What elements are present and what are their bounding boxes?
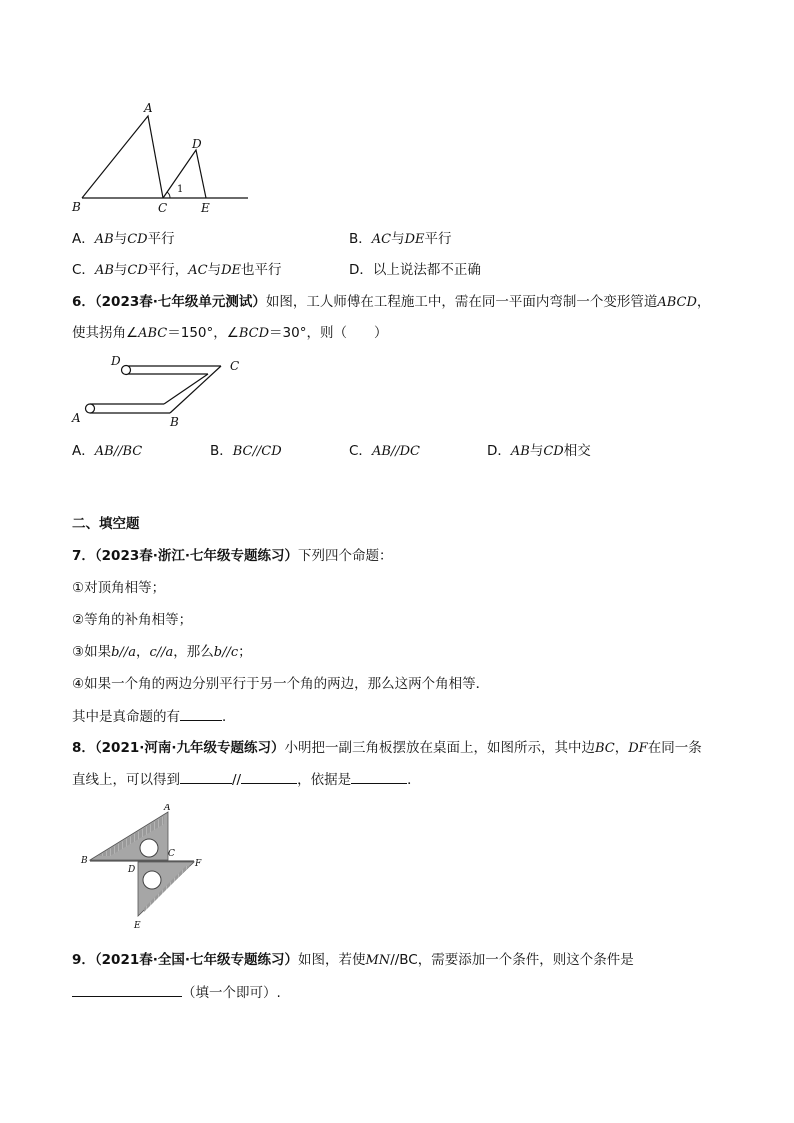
word-parallel: 平行， — [147, 262, 189, 278]
option-key: D． — [349, 262, 373, 278]
option-text: AB//BC — [94, 444, 143, 459]
word-also-parallel: 也平行 — [241, 262, 282, 278]
word-yu: 与 — [391, 231, 405, 247]
word-yu: 与 — [529, 443, 544, 459]
edge-df: DF — [628, 741, 648, 756]
punct: ． — [222, 709, 236, 725]
q5-option-d[interactable] — [349, 260, 481, 280]
punct: ， — [135, 644, 150, 660]
question-source: （2021春·全国·七年级专题练习） — [94, 952, 298, 968]
word-yu: 与 — [113, 231, 128, 247]
option-text: 以上说法都不正确 — [372, 262, 481, 278]
label-a: A — [164, 804, 171, 813]
q9-stem-line1 — [72, 950, 634, 971]
q7-item-2: ②等角的补角相等； — [72, 612, 193, 628]
answer-blank-2[interactable] — [241, 769, 297, 784]
stem-text: ，依据是 — [297, 772, 352, 788]
q6-figure — [66, 352, 256, 432]
stem-text: 在同一条 — [647, 740, 702, 756]
q8-stem-line1 — [72, 738, 702, 759]
seg-cd: CD — [543, 444, 564, 459]
stem-text: 使其拐角∠ — [72, 325, 139, 341]
option-key: C． — [72, 262, 95, 278]
label-e: E — [134, 921, 141, 931]
stem-text: //BC，需要添加一个条件，则这个条件是 — [390, 952, 634, 968]
pipe-end-a — [86, 404, 95, 413]
option-key: A． — [72, 231, 95, 247]
expr: b//c — [213, 645, 239, 660]
q6-option-a[interactable] — [72, 441, 142, 462]
answer-blank[interactable] — [180, 706, 222, 721]
label-c: C — [230, 359, 240, 373]
label-b: B — [81, 856, 88, 866]
question-number: 7． — [72, 548, 95, 564]
q6-option-d[interactable] — [487, 441, 591, 462]
answer-prompt: 其中是真命题的有 — [72, 709, 180, 725]
q7-answer-line — [72, 706, 236, 727]
stem-text: 如图，若使 — [298, 952, 366, 968]
word-parallel: 平行 — [147, 231, 175, 247]
stem-text: 下列四个命题： — [298, 548, 393, 564]
question-source: （2021·河南·九年级专题练习） — [94, 740, 285, 756]
option-key: C． — [349, 443, 372, 459]
q7-item-3 — [72, 642, 252, 663]
angle-bcd: BCD — [238, 326, 270, 341]
label-b: B — [72, 200, 81, 214]
label-e: E — [201, 201, 210, 215]
stem-text: （填一个即可）. — [182, 985, 281, 1001]
question-source: （2023春·浙江·七年级专题练习） — [94, 548, 298, 564]
answer-blank-3[interactable] — [351, 769, 407, 784]
q7-stem — [72, 546, 393, 566]
punct: ； — [238, 644, 252, 660]
seg-de: DE — [404, 232, 425, 247]
seg-ab: AB — [94, 232, 114, 247]
pipe-end-d — [122, 366, 131, 375]
q6-option-b[interactable] — [210, 441, 282, 462]
option-key: B． — [210, 443, 233, 459]
label-a: A — [72, 411, 81, 425]
label-d: D — [192, 137, 202, 151]
angle-abc: ABC — [138, 326, 168, 341]
punct: ， — [696, 294, 711, 310]
answer-blank-1[interactable] — [180, 769, 232, 784]
option-text: AB//DC — [371, 444, 421, 459]
q6-stem-line1 — [72, 292, 710, 313]
q7-item-4: ④如果一个角的两边分别平行于另一个角的两边，那么这两个角相等． — [72, 676, 490, 692]
word-yu: 与 — [207, 262, 222, 278]
section-title: 二、填空题 — [72, 516, 140, 532]
q5-figure — [66, 98, 256, 218]
stem-text: 小明把一副三角板摆放在桌面上，如图所示，其中边 — [284, 740, 595, 756]
seg-cd: CD — [127, 263, 148, 278]
seg-ab: AB — [510, 444, 530, 459]
option-key: B． — [349, 231, 372, 247]
expr: b//a — [111, 645, 136, 660]
question-source: （2023春·七年级单元测试） — [94, 294, 266, 310]
triangle-cde — [163, 150, 206, 198]
option-key: A． — [72, 443, 95, 459]
angle-1-arc — [167, 192, 170, 198]
answer-blank[interactable] — [72, 982, 182, 997]
edge-bc: BC — [595, 741, 615, 756]
q5-option-c[interactable] — [72, 260, 282, 281]
q6-option-c[interactable] — [349, 441, 420, 462]
seg-mn: MN — [365, 953, 391, 968]
punct: ． — [407, 772, 421, 788]
parallel-sign: // — [232, 772, 242, 788]
q8-stem-line2 — [72, 769, 421, 790]
item-text: ，那么 — [173, 644, 214, 660]
q6-stem-line2 — [72, 323, 387, 344]
seg-ab: AB — [94, 263, 114, 278]
label-angle-1: 1 — [177, 184, 184, 195]
stem-text: ＝30°，则（ ） — [269, 325, 388, 341]
expr: c//a — [149, 645, 174, 660]
word-intersect: 相交 — [563, 443, 591, 459]
seg-ac: AC — [371, 232, 392, 247]
stem-text: 如图，工人师傅在工程施工中，需在同一平面内弯制一个变形管道 — [265, 294, 658, 310]
label-b: B — [170, 415, 179, 429]
stem-text: 直线上，可以得到 — [72, 772, 180, 788]
pipe-bc-top — [164, 374, 208, 404]
q9-stem-line2 — [72, 982, 281, 1003]
seg-de: DE — [221, 263, 242, 278]
question-number: 6． — [72, 294, 95, 310]
item-text: ③如果 — [72, 644, 112, 660]
set-square-def-hole — [143, 871, 161, 889]
label-f: F — [195, 859, 202, 869]
pipe-abcd: ABCD — [657, 295, 697, 310]
punct: ， — [614, 740, 629, 756]
option-key: D． — [487, 443, 511, 459]
stem-text: ＝150°，∠ — [167, 325, 239, 341]
q5-option-b[interactable] — [349, 229, 452, 250]
word-parallel: 平行 — [424, 231, 452, 247]
seg-ac: AC — [188, 263, 208, 278]
q7-item-1: ①对顶角相等； — [72, 580, 166, 596]
pipe-bc-bottom — [170, 366, 221, 413]
label-c: C — [168, 849, 175, 859]
question-number: 9． — [72, 952, 95, 968]
option-text: BC//CD — [232, 444, 282, 459]
question-number: 8． — [72, 740, 95, 756]
q5-option-a[interactable] — [72, 229, 175, 250]
label-d: D — [128, 865, 136, 875]
set-square-abc-hole — [140, 839, 158, 857]
word-yu: 与 — [113, 262, 128, 278]
seg-cd: CD — [127, 232, 148, 247]
triangle-abc — [82, 116, 163, 198]
label-c: C — [158, 201, 168, 215]
label-d: D — [111, 354, 121, 368]
q8-figure — [78, 804, 208, 934]
label-a: A — [144, 101, 153, 115]
